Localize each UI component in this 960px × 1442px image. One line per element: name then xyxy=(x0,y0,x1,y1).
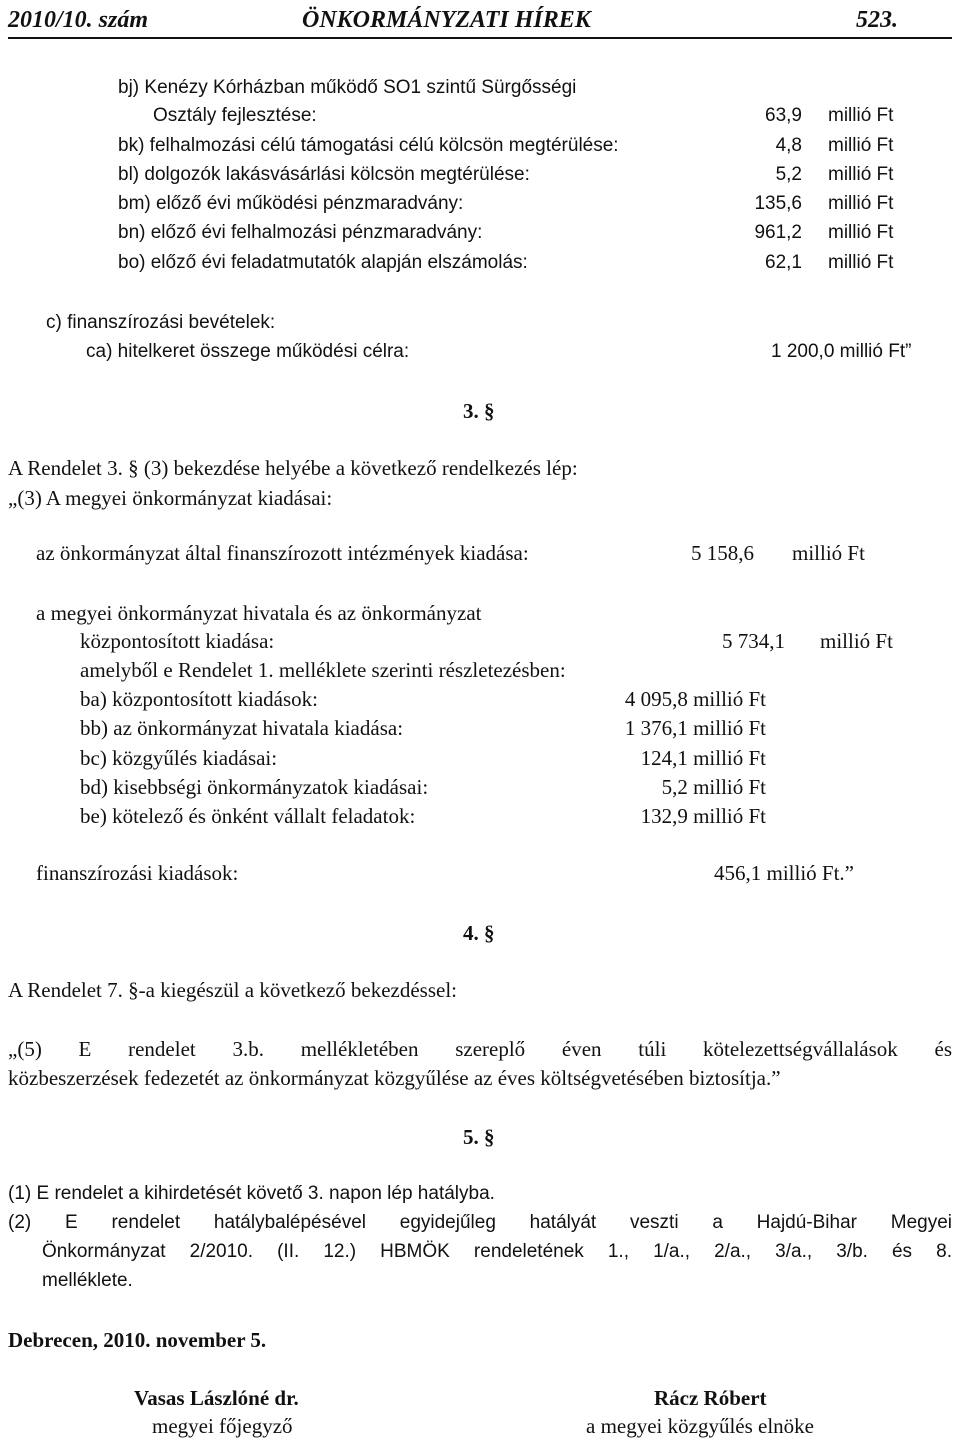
item-bm-unit: millió Ft xyxy=(828,193,894,214)
para4-intro: A Rendelet 7. §-a kiegészül a következő bekezdéssel: xyxy=(8,978,457,1002)
detail-ba-label: ba) központosított kiadások: xyxy=(80,687,318,711)
office-unit: millió Ft xyxy=(820,629,893,653)
para5-item2-line1: (2) E rendelet hatálybalépésével egyidejűleg hatályát veszti a Hajdú-Bihar Megyei xyxy=(8,1212,952,1233)
institutions-amount: 5 158,6 xyxy=(691,541,754,565)
section-c-item-label: ca) hitelkeret összege működési célra: xyxy=(86,341,410,362)
financing-expenses-label: finanszírozási kiadások: xyxy=(36,861,239,885)
para4-quote-line2: közbeszerzések fedezetét az önkormányzat közgyűlése az éves költségvetésében biztosítja.” xyxy=(8,1066,781,1090)
item-bo-amount: 62,1 xyxy=(765,252,802,273)
office-label-line2: központosított kiadása: xyxy=(80,629,275,653)
detail-intro: amelyből e Rendelet 1. melléklete szerinti részletezésben: xyxy=(80,658,566,682)
publication-title: ÖNKORMÁNYZATI HÍREK xyxy=(302,7,591,33)
para5-heading: 5. § xyxy=(463,1125,495,1149)
item-bl-amount: 5,2 xyxy=(775,164,802,185)
detail-bd-label: bd) kisebbségi önkormányzatok kiadásai: xyxy=(80,775,429,799)
section-c-title: c) finanszírozási bevételek: xyxy=(46,312,276,333)
para5-item2-line3: melléklete. xyxy=(42,1270,133,1291)
header-rule xyxy=(8,37,952,39)
institutions-label: az önkormányzat által finanszírozott intézmények kiadása: xyxy=(36,541,529,565)
para3-intro: A Rendelet 3. § (3) bekezdése helyébe a következő rendelkezés lép: xyxy=(8,456,578,480)
item-bm-label: bm) előző évi működési pénzmaradvány: xyxy=(118,193,464,214)
detail-bb-amount: 1 376,1 millió Ft xyxy=(624,716,766,740)
item-bl-unit: millió Ft xyxy=(828,164,894,185)
detail-bd-amount: 5,2 millió Ft xyxy=(661,775,766,799)
place-date: Debrecen, 2010. november 5. xyxy=(8,1328,267,1352)
item-bj-unit: millió Ft xyxy=(828,105,894,126)
item-bo-label: bo) előző évi feladatmutatók alapján elszámolás: xyxy=(118,252,528,273)
institutions-unit: millió Ft xyxy=(792,541,865,565)
para5-item1: (1) E rendelet a kihirdetését követő 3. napon lép hatályba. xyxy=(8,1183,495,1204)
para5-item2-line2: Önkormányzat 2/2010. (II. 12.) HBMÖK rendeletének 1., 1/a., 2/a., 3/a., 3/b. és 8. xyxy=(42,1241,952,1262)
detail-bc-label: bc) közgyűlés kiadásai: xyxy=(80,746,278,770)
item-bn-label: bn) előző évi felhalmozási pénzmaradvány: xyxy=(118,222,483,243)
signature-title-right: a megyei közgyűlés elnöke xyxy=(586,1414,815,1438)
detail-bc-amount: 124,1 millió Ft xyxy=(640,746,766,770)
signature-name-right: Rácz Róbert xyxy=(654,1386,767,1410)
item-bj-label-cont: Osztály fejlesztése: xyxy=(153,105,317,126)
item-bn-unit: millió Ft xyxy=(828,222,894,243)
item-bj-amount: 63,9 xyxy=(765,105,802,126)
para4-quote-line1: „(5) E rendelet 3.b. mellékletében szereplő éven túli kötelezettségvállalások és xyxy=(8,1037,952,1061)
item-bk-unit: millió Ft xyxy=(828,135,894,156)
office-amount: 5 734,1 xyxy=(722,629,785,653)
detail-bb-label: bb) az önkormányzat hivatala kiadása: xyxy=(80,716,404,740)
para3-quote-start: „(3) A megyei önkormányzat kiadásai: xyxy=(8,486,333,510)
item-bj-label: bj) Kenézy Kórházban működő SO1 szintű Sürgősségi xyxy=(118,77,577,98)
office-label-line1: a megyei önkormányzat hivatala és az önkormányzat xyxy=(36,601,482,625)
para4-heading: 4. § xyxy=(463,921,495,945)
item-bo-unit: millió Ft xyxy=(828,252,894,273)
issue-number: 2010/10. szám xyxy=(8,7,149,33)
para3-heading: 3. § xyxy=(463,399,495,423)
financing-expenses-amount: 456,1 millió Ft.” xyxy=(714,861,855,885)
item-bn-amount: 961,2 xyxy=(754,222,802,243)
signature-name-left: Vasas Lászlóné dr. xyxy=(134,1386,299,1410)
item-bl-label: bl) dolgozók lakásvásárlási kölcsön megtérülése: xyxy=(118,164,530,185)
page-number: 523. xyxy=(856,7,898,33)
section-c-item-amount: 1 200,0 millió Ft” xyxy=(771,341,912,362)
item-bk-label: bk) felhalmozási célú támogatási célú kölcsön megtérülése: xyxy=(118,135,619,156)
detail-be-label: be) kötelező és önként vállalt feladatok: xyxy=(80,804,416,828)
item-bm-amount: 135,6 xyxy=(754,193,802,214)
signature-title-left: megyei főjegyző xyxy=(152,1414,293,1438)
item-bk-amount: 4,8 xyxy=(775,135,802,156)
detail-ba-amount: 4 095,8 millió Ft xyxy=(624,687,766,711)
detail-be-amount: 132,9 millió Ft xyxy=(640,804,766,828)
